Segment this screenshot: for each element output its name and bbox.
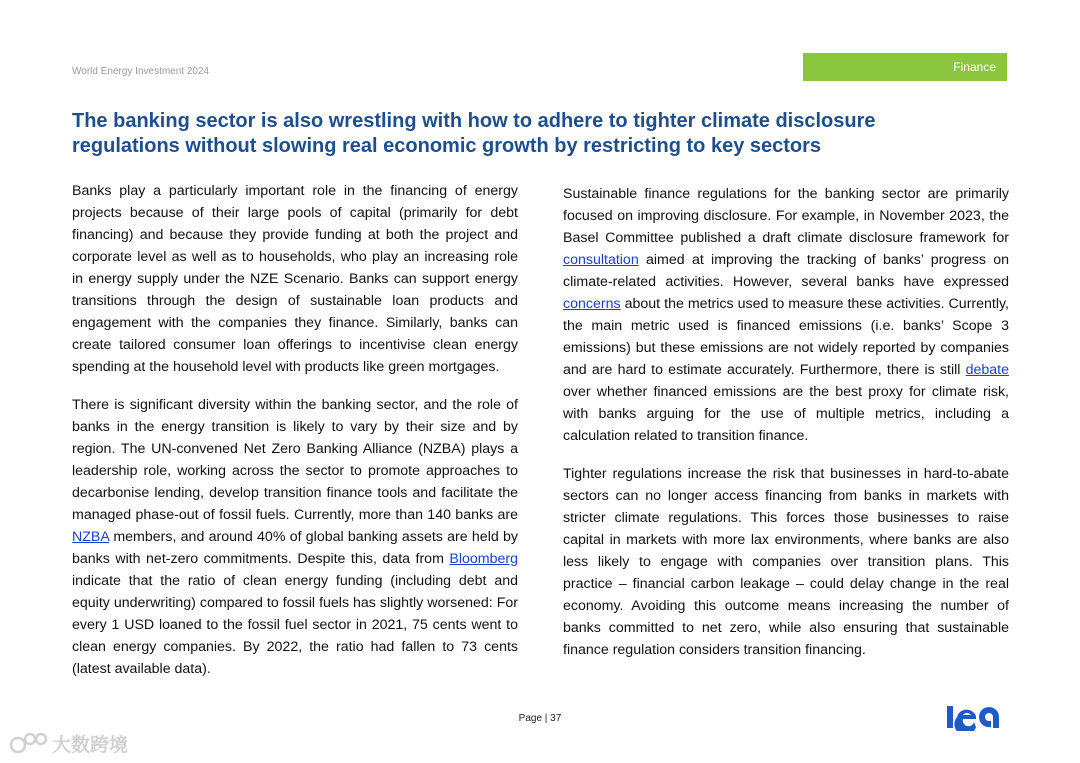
watermark <box>8 729 128 757</box>
consultation-link[interactable]: consultation <box>563 252 639 268</box>
left-paragraph-2 <box>72 394 518 680</box>
headline-line-1: The banking sector is also wrestling with how to adhere to tighter climate disclosure <box>72 110 876 132</box>
page-number: Page | 37 <box>518 713 562 724</box>
text-span: aimed at improving the tracking of banks’ progress on climate-related activities. However, several banks have expressed <box>563 252 1009 290</box>
right-paragraph-1 <box>563 183 1009 447</box>
headline-line-2: regulations without slowing real economic growth by restricting to key sectors <box>72 135 822 157</box>
text-span: over whether financed emissions are the best proxy for climate risk, with banks arguing for the use of multiple metrics, including a calculation related to transition finance. <box>563 384 1009 444</box>
text-span: indicate that the ratio of clean energy funding (including debt and equity underwriting) compared to fossil fuels has slightly worsened: For every 1 USD loaned to the fossil fuel sector in 2021, 75 cents went to clean energy companies. By 2022, the ratio had fallen to 73 cents (latest available data). <box>72 573 518 677</box>
left-paragraph-1: Banks play a particularly important role in the financing of energy projects because of their large pools of capital (primarily for debt financing) and because they provide funding at both the project and corporate level as well as to households, who play an increasing role in energy supply under the NZE Scenario. Banks can support energy transitions through the design of sustainable loan products and engagement with the companies they finance. Similarly, banks can create tailored consumer loan offerings to incentivise clean energy spending at the household level with products like green mortgages. <box>72 183 518 375</box>
left-column <box>72 180 518 696</box>
right-paragraph-2: Tighter regulations increase the risk that businesses in hard-to-abate sectors can no longer access financing from banks in markets with stricter climate regulations. This forces those businesses to raise capital in markets with more lax environments, where banks are also less likely to engage with companies over transition plans. This practice – financial carbon leakage – could delay change in the real economy. Avoiding this outcome means increasing the number of banks committed to net zero, while also ensuring that sustainable finance regulation considers transition financing. <box>563 466 1009 658</box>
report-title: World Energy Investment 2024 <box>72 66 210 77</box>
text-span: members, and around 40% of global banking assets are held by banks with net-zero commitments. Despite this, data from <box>72 529 518 567</box>
iea-logo <box>945 703 1007 731</box>
text-span: Sustainable finance regulations for the banking sector are primarily focused on improving disclosure. For example, in November 2023, the Basel Committee published a draft climate disclosure framework for <box>563 186 1009 246</box>
right-column <box>563 183 1009 677</box>
text-span: about the metrics used to measure these activities. Currently, the main metric used is financed emissions (i.e. banks’ Scope 3 emissions) but these emissions are not widely reported by companies and are hard to estimate accurately. Furthermore, there is still <box>563 296 1009 378</box>
nzba-link[interactable]: NZBA <box>72 529 110 545</box>
text-span: There is significant diversity within the banking sector, and the role of banks in the energy transition is likely to vary by their size and by region. The UN-convened Net Zero Banking Alliance (NZBA) plays a leadership role, working across the sector to promote approaches to decarbonise lending, develop transition finance tools and facilitate the managed phase-out of fossil fuels. Currently, more than 140 banks are <box>72 397 518 523</box>
debate-link[interactable]: debate <box>965 362 1009 378</box>
page-headline <box>72 109 972 159</box>
watermark-text: 大数跨境 <box>52 734 129 756</box>
concerns-link[interactable]: concerns <box>563 296 621 312</box>
bloomberg-link[interactable]: Bloomberg <box>449 551 518 567</box>
section-badge: Finance <box>803 53 1007 81</box>
watermark-icon <box>8 731 48 755</box>
